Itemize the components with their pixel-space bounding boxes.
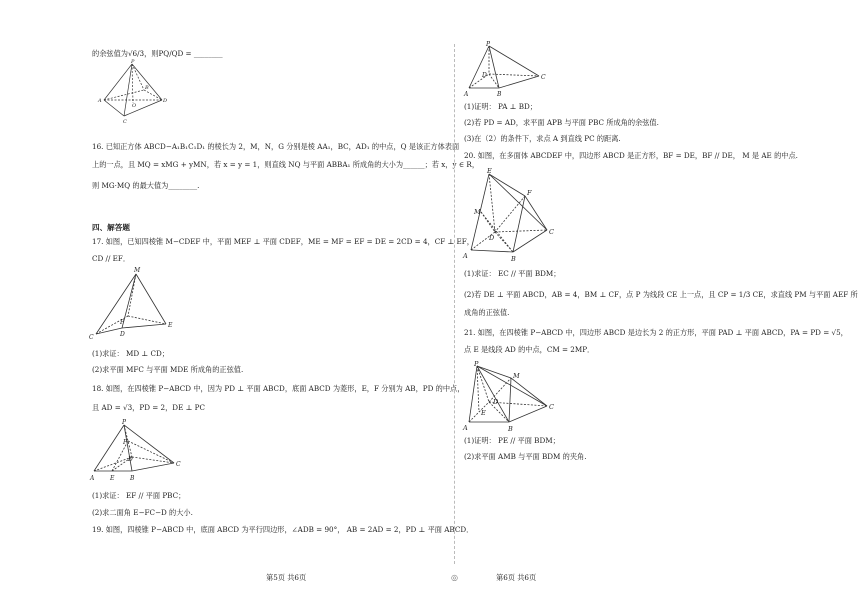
q19-line1: 19. 如图，四棱锥 P−ABCD 中，底面 ABCD 为平行四边形，∠ADB = 90°， AB = 2AD = 2，PD ⊥ 平面 ABCD． xyxy=(92,525,474,534)
q17-part1: (1)求证： MD ⊥ CD； xyxy=(92,349,169,358)
q18-line1: 18. 如图，在四棱锥 P−ABCD 中，因为 PD ⊥ 平面 ABCD，底面 ABCD 为菱形，E，F 分别为 AB，PD 的中点， xyxy=(92,384,465,393)
q21-part2: (2)求平面 AMB 与平面 BDM 的夹角. xyxy=(464,452,587,461)
section-heading: 四、解答题 xyxy=(92,223,130,232)
svg-text:D: D xyxy=(493,398,499,406)
q19-part1: (1)证明： PA ⊥ BD； xyxy=(464,102,537,111)
svg-text:F: F xyxy=(527,189,532,197)
q21-part1: (1)证明： PE // 平面 BDM； xyxy=(464,436,560,445)
binding-mark: ◎ xyxy=(451,573,458,582)
svg-text:B: B xyxy=(145,85,149,91)
figure-q18-pyramid xyxy=(92,417,188,483)
figure-q21-pyramid xyxy=(463,360,559,432)
svg-text:C: C xyxy=(89,334,94,341)
q18-part1: (1)求证： EF // 平面 PBC； xyxy=(92,491,186,500)
svg-text:O: O xyxy=(132,103,137,109)
q20-part2-line2: 成角的正弦值. xyxy=(464,308,510,317)
svg-text:D: D xyxy=(482,72,487,79)
svg-text:C: C xyxy=(123,119,127,125)
svg-text:M: M xyxy=(513,372,520,380)
svg-text:C: C xyxy=(541,74,546,81)
q15-tail: 的余弦值为√6/3，则PQ/QD = ________ xyxy=(92,49,223,58)
q19-part3: (3)在（2）的条件下，求点 A 到直线 PC 的距离. xyxy=(464,134,621,143)
q20-part1: (1)求证： EC // 平面 BDM； xyxy=(464,269,561,278)
q21-line1: 21. 如图，在四棱锥 P−ABCD 中，四边形 ABCD 是边长为 2 的正方形，平面 PAD ⊥ 平面 ABCD，PA = PD = √5， xyxy=(464,328,848,337)
figure-q17-pyramid xyxy=(89,266,182,344)
q19-part2: (2)若 PD = AD，求平面 APB 与平面 PBC 所成角的余弦值. xyxy=(464,118,659,127)
svg-text:B: B xyxy=(508,425,513,433)
svg-text:F: F xyxy=(120,319,125,326)
q16-line3: 则 MG·MQ 的最大值为________. xyxy=(92,181,200,190)
figure-q20-polyhedron xyxy=(463,166,559,262)
svg-text:E: E xyxy=(168,322,173,329)
svg-text:A: A xyxy=(98,98,102,104)
figure-q15-pyramid xyxy=(96,60,168,128)
svg-text:D: D xyxy=(163,98,168,104)
q18-part2: (2)求二面角 E−FC−D 的大小. xyxy=(92,508,193,517)
svg-text:M: M xyxy=(474,208,481,216)
svg-text:B: B xyxy=(130,475,135,482)
q20-part2-line1: (2)若 DE ⊥ 平面 ABCD，AB = 4，BM ⊥ CF，点 P 为线段 CE 上一点，且 CP = 1/3 CE，求直线 PM 与平面 AEF 所 xyxy=(464,290,858,299)
q20-line1: 20. 如图，在多面体 ABCDEF 中，四边形 ABCD 是正方形，BF = DE，BF // DE， M 是 AE 的中点. xyxy=(464,151,798,160)
q21-line2: 点 E 是线段 AD 的中点，CM = 2MP． xyxy=(464,345,595,354)
svg-text:C: C xyxy=(549,403,554,411)
figure-q19-pyramid xyxy=(463,42,553,98)
svg-text:C: C xyxy=(549,228,554,236)
q17-part2: (2)求平面 MFC 与平面 MDE 所成角的正弦值. xyxy=(92,365,244,374)
q17-line1: 17. 如图，已知四棱锥 M−CDEF 中，平面 MEF ⊥ 平面 CDEF，ME = MF = EF = DE = 2CD = 4，CF ⊥ EF， xyxy=(92,237,474,246)
svg-text:D: D xyxy=(128,456,133,463)
svg-text:D: D xyxy=(489,234,495,242)
left-page-footer: 第5页 共6页 xyxy=(266,573,307,582)
svg-text:P: P xyxy=(122,419,127,426)
q16-line1: 16. 已知正方体 ABCD−A₁B₁C₁D₁ 的棱长为 2，M，N，G 分别是棱 AA₁，BC，AD₁ 的中点，Q 是该正方体表面 xyxy=(92,142,460,151)
q18-line2: 且 AD = √3，PD = 2，DE ⊥ PC xyxy=(92,403,205,412)
svg-text:E: E xyxy=(481,409,486,417)
svg-text:P: P xyxy=(474,360,479,368)
svg-text:F: F xyxy=(123,439,128,446)
svg-text:P: P xyxy=(486,41,491,48)
svg-text:E: E xyxy=(110,475,115,482)
svg-text:P: P xyxy=(131,59,135,65)
svg-text:E: E xyxy=(487,167,492,175)
svg-text:A: A xyxy=(463,424,468,432)
q17-line2: CD // EF． xyxy=(92,254,131,263)
q16-line2: 上的一点，且 MQ = xMG + yMN，若 x = y = 1，则直线 NQ 与平面 ABBA₁ 所成角的大小为______；若 x，y ∈ R， xyxy=(92,160,480,169)
svg-text:B: B xyxy=(511,255,516,263)
page-divider xyxy=(454,44,455,564)
svg-text:D: D xyxy=(120,331,125,338)
svg-text:C: C xyxy=(176,461,181,468)
svg-text:A: A xyxy=(90,475,95,482)
svg-text:M: M xyxy=(134,267,141,274)
svg-text:A: A xyxy=(463,252,468,260)
svg-text:B: B xyxy=(497,91,502,98)
right-page-footer: 第6页 共6页 xyxy=(496,573,537,582)
svg-text:A: A xyxy=(464,91,469,98)
